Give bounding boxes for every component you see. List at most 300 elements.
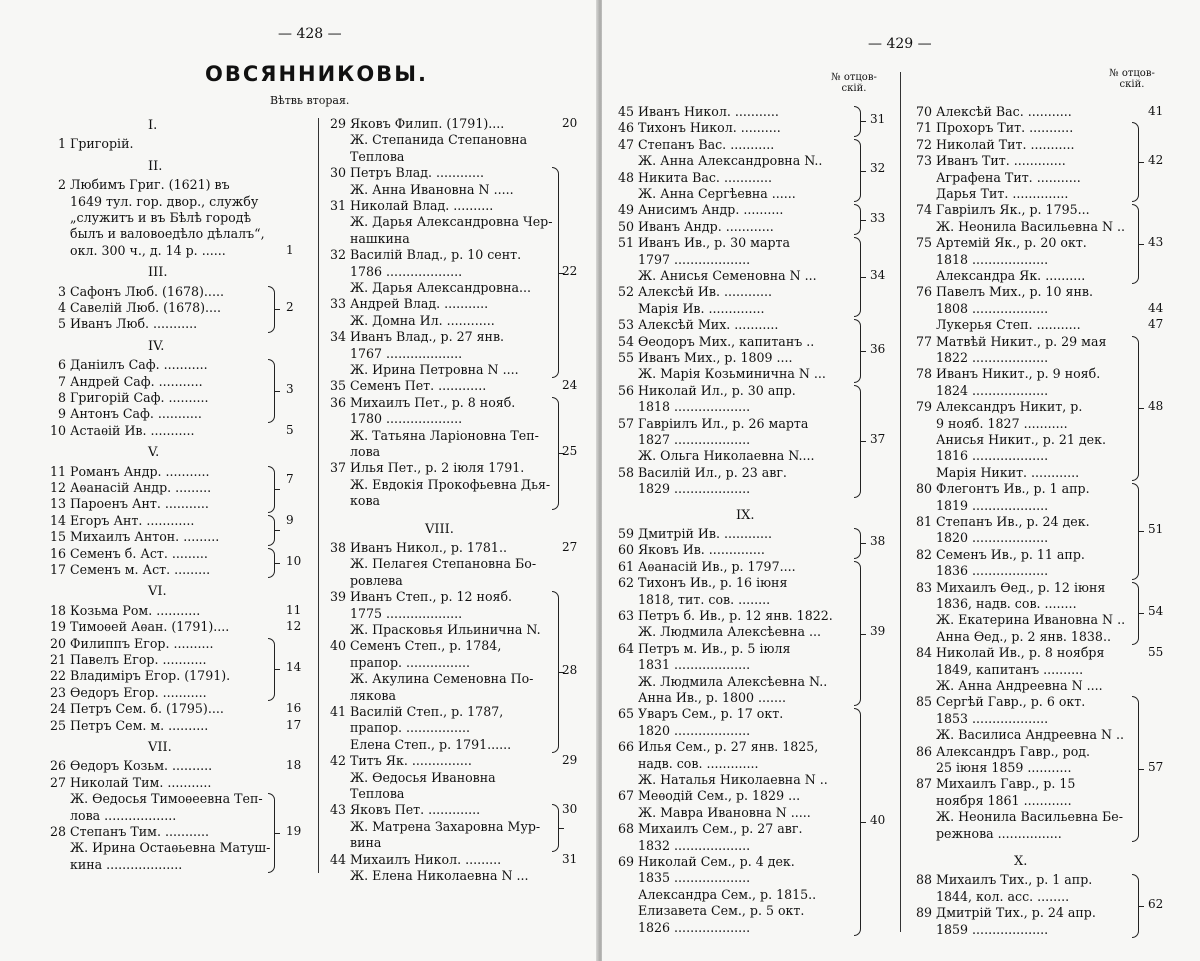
entry-text: Сергѣй Гавр., р. 6 окт. xyxy=(936,694,1086,710)
entry-number: 7 xyxy=(57,373,66,389)
genealogy-line xyxy=(49,684,207,701)
entry-number: 78 xyxy=(915,366,932,382)
entry-text: Пароенъ Ант. ........... xyxy=(70,496,209,512)
entry-text: Аѳанасій Ив., р. 1797.... xyxy=(638,558,796,574)
entry-number: 33 xyxy=(329,296,346,312)
genealogy-line xyxy=(936,170,1081,186)
genealogy-line xyxy=(915,514,1090,530)
grouping-brace xyxy=(854,319,861,383)
father-number: 47 xyxy=(1148,317,1164,332)
genealogy-line xyxy=(915,776,1076,792)
grouping-brace xyxy=(552,167,559,378)
genealogy-line xyxy=(936,711,1048,727)
genealogy-line xyxy=(617,382,796,399)
entry-number: 58 xyxy=(617,464,634,480)
entry-number: 24 xyxy=(49,701,66,717)
father-number: 51 xyxy=(1148,522,1164,537)
genealogy-line xyxy=(936,922,1048,938)
genealogy-line xyxy=(350,786,404,802)
entry-number: 72 xyxy=(915,136,932,152)
genealogy-line xyxy=(70,243,226,259)
genealogy-line xyxy=(936,448,1048,464)
genealogy-line xyxy=(57,136,134,152)
entry-text: Любимъ Григ. (1621) въ xyxy=(70,177,230,193)
entry-text: Петръ м. Ив., р. 5 іюля xyxy=(638,640,791,656)
entry-text: Илья Пет., р. 2 іюля 1791. xyxy=(350,460,525,476)
genealogy-line xyxy=(57,406,202,422)
genealogy-line xyxy=(49,758,213,774)
entry-text: 1786 ................... xyxy=(350,263,463,279)
grouping-brace xyxy=(1132,483,1139,579)
entry-text: Ж. Неонила Васильевна N .. xyxy=(936,218,1126,234)
genealogy-line xyxy=(638,268,817,284)
entry-text: Ж. Екатерина Ивановна N .. xyxy=(936,612,1126,628)
genealogy-line xyxy=(638,624,821,640)
entry-text: Андрей Саф. ........... xyxy=(70,373,203,389)
entry-text: Ж. Домна Ил. ............ xyxy=(350,312,495,328)
entry-text: Петръ б. Ив., р. 12 янв. 1822. xyxy=(638,608,833,623)
entry-text: Ж. Анна Ивановна N ..... xyxy=(350,181,514,197)
father-number: 2 xyxy=(286,300,294,314)
entry-text: Ж. Елена Николаевна N ... xyxy=(350,868,529,883)
entry-number: 87 xyxy=(915,776,932,792)
entry-text: Ж. Людмила Алексѣевна N.. xyxy=(638,673,828,689)
genealogy-line xyxy=(638,448,814,464)
entry-text: Степанъ Ив., р. 24 дек. xyxy=(936,514,1090,529)
genealogy-line xyxy=(617,558,796,575)
grouping-brace xyxy=(854,237,861,317)
column-rule xyxy=(900,72,901,932)
entry-text: кина ................... xyxy=(70,856,183,872)
entry-text: Прохоръ Тит. ........... xyxy=(936,120,1074,136)
entry-text: Ж. Матрена Захаровна Мур- xyxy=(350,818,541,834)
section-numeral: I. xyxy=(148,118,158,133)
entry-text: 1780 ................... xyxy=(350,411,463,427)
genealogy-line xyxy=(915,905,1096,921)
entry-text: 1859 ................... xyxy=(936,921,1049,937)
genealogy-line xyxy=(936,889,1069,905)
entry-text: Николай Тит. ........... xyxy=(936,136,1075,152)
entry-number: 12 xyxy=(49,480,66,495)
genealogy-line xyxy=(617,640,791,657)
father-number: 29 xyxy=(562,753,578,768)
genealogy-line xyxy=(617,218,774,235)
genealogy-line xyxy=(915,645,1105,661)
father-number: 44 xyxy=(1148,300,1164,315)
genealogy-line xyxy=(617,542,765,558)
genealogy-line xyxy=(936,465,1079,481)
entry-text: Семенъ Пет. ............ xyxy=(350,378,487,394)
grouping-brace xyxy=(854,204,861,235)
genealogy-line xyxy=(57,390,209,406)
section-numeral: VI. xyxy=(148,584,167,600)
grouping-brace xyxy=(552,397,559,510)
entry-text: Василій Степ., р. 1787, xyxy=(350,704,504,719)
genealogy-line xyxy=(350,573,403,589)
genealogy-line xyxy=(936,219,1125,235)
genealogy-line xyxy=(638,903,804,919)
genealogy-line xyxy=(915,694,1086,710)
father-number: 17 xyxy=(286,717,302,732)
entry-number: 18 xyxy=(49,602,66,618)
entry-text: Михаилъ Тих., р. 1 апр. xyxy=(936,872,1093,888)
entry-text: Семенъ Степ., р. 1784, xyxy=(350,638,502,654)
genealogy-line xyxy=(49,701,224,717)
entry-number: 84 xyxy=(915,645,932,661)
father-number: 32 xyxy=(870,161,886,176)
father-number: 19 xyxy=(286,824,302,838)
entry-text: Уваръ Сем., р. 17 окт. xyxy=(638,706,784,722)
grouping-brace xyxy=(854,528,861,559)
grouping-brace xyxy=(854,708,861,936)
entry-number: 49 xyxy=(617,202,634,218)
entry-text: кова xyxy=(350,493,381,509)
entry-text: 1827 ................... xyxy=(638,432,751,447)
entry-number: 60 xyxy=(617,542,634,558)
genealogy-line xyxy=(936,301,1048,317)
entry-number: 51 xyxy=(617,235,634,251)
entry-text: 1849, капитанъ .......... xyxy=(936,661,1084,677)
entry-number: 65 xyxy=(617,706,634,722)
genealogy-line xyxy=(329,116,505,132)
entry-text: Александра Сем., р. 1815.. xyxy=(638,886,817,902)
entry-text: Никита Вас. ............ xyxy=(638,169,772,185)
column-rule xyxy=(318,118,319,873)
entry-text: Александръ Никит, р. xyxy=(936,399,1083,415)
entry-text: Ж. Ольга Николаевна N.... xyxy=(638,448,815,464)
genealogy-line xyxy=(350,149,404,165)
genealogy-line xyxy=(915,366,1101,382)
entry-number: 6 xyxy=(57,357,66,373)
entry-text: Козьма Ром. ........... xyxy=(70,602,201,618)
entry-text: Григорій. xyxy=(70,136,134,152)
genealogy-line xyxy=(617,317,779,333)
genealogy-line xyxy=(936,530,1048,546)
entry-number: 83 xyxy=(915,579,932,595)
entry-text: 1844, кол. асс. ........ xyxy=(936,888,1070,904)
entry-number: 81 xyxy=(915,514,932,529)
genealogy-line xyxy=(638,186,796,202)
entry-text: Савелій Люб. (1678).... xyxy=(70,300,222,315)
entry-text: Тихонъ Никол. .......... xyxy=(638,120,781,136)
genealogy-line xyxy=(638,366,826,382)
entry-text: прапор. ................ xyxy=(350,720,471,736)
entry-text: Ж. Степанида Степановна xyxy=(350,132,528,148)
father-number: 40 xyxy=(870,813,886,827)
entry-number: 48 xyxy=(617,169,634,185)
genealogy-line xyxy=(329,460,525,476)
genealogy-line xyxy=(329,329,505,345)
genealogy-line xyxy=(329,378,487,394)
entry-text: Гавріилъ Як., р. 1795... xyxy=(936,202,1090,218)
genealogy-line xyxy=(49,422,195,439)
entry-text: Ѳеодоръ Мих., капитанъ .. xyxy=(638,333,815,349)
entry-text: Дмитрій Ив. ............ xyxy=(638,526,772,541)
entry-text: Степанъ Тим. ........... xyxy=(70,824,209,839)
entry-text: Титъ Як. ............... xyxy=(350,753,472,769)
entry-text: Ж. Анисья Семеновна N ... xyxy=(638,268,817,283)
genealogy-line xyxy=(350,493,380,509)
entry-text: Семенъ м. Аст. ......... xyxy=(70,562,211,577)
entry-text: Антонъ Саф. ........... xyxy=(70,406,202,422)
entry-number: 28 xyxy=(49,824,66,839)
entry-text: Сафонъ Люб. (1678)..... xyxy=(70,283,224,299)
genealogy-line xyxy=(936,498,1048,514)
father-number: 37 xyxy=(870,432,886,446)
entry-number: 89 xyxy=(915,905,932,921)
entry-text: Ж. Акулина Семеновна По- xyxy=(350,671,534,687)
genealogy-line xyxy=(617,136,775,153)
entry-text: Ж. Ирина Остаѳьевна Матуш- xyxy=(70,840,271,856)
entry-text: Ѳедоръ Егор. ........... xyxy=(70,684,207,700)
entry-text: Ж. Дарья Александровна Чер- xyxy=(350,214,553,230)
father-number: 14 xyxy=(286,660,302,675)
entry-number: 56 xyxy=(617,382,634,398)
genealogy-line xyxy=(915,120,1074,136)
entry-text: Теплова xyxy=(350,786,405,801)
entry-text: Яковъ Ив. .............. xyxy=(638,542,765,558)
entry-text: Ж. Евдокія Прокофьевна Дья- xyxy=(350,476,551,492)
father-number: 31 xyxy=(562,851,578,866)
entry-number: 67 xyxy=(617,788,634,804)
entry-number: 45 xyxy=(617,104,634,119)
entry-text: Василій Влад., р. 10 сент. xyxy=(350,247,522,263)
genealogy-line xyxy=(350,264,462,280)
entry-text: Матвѣй Никит., р. 29 мая xyxy=(936,333,1107,349)
genealogy-line xyxy=(638,301,765,317)
section-numeral: III. xyxy=(148,265,168,281)
genealogy-line xyxy=(936,809,1123,825)
entry-text: Аѳанасій Андр. ......... xyxy=(70,480,212,495)
entry-text: окл. 300 ч., д. 14 р. ...... xyxy=(70,242,226,258)
genealogy-line xyxy=(915,743,1091,760)
genealogy-line xyxy=(936,416,1068,432)
grouping-brace xyxy=(1132,696,1139,842)
genealogy-line xyxy=(70,857,182,873)
genealogy-line xyxy=(329,296,489,312)
genealogy-line xyxy=(329,394,516,411)
genealogy-line xyxy=(617,104,779,120)
father-number: 28 xyxy=(562,663,578,677)
father-number-header: № отцов- скій. xyxy=(831,72,877,94)
right-page xyxy=(602,0,1200,961)
entry-number: 13 xyxy=(49,496,66,512)
genealogy-line xyxy=(329,802,481,818)
genealogy-line xyxy=(638,674,827,690)
entry-text: Петръ Влад. ............ xyxy=(350,165,485,181)
father-number: 42 xyxy=(1148,153,1164,168)
genealogy-line xyxy=(329,851,502,868)
father-number: 12 xyxy=(286,619,302,634)
entry-text: 1831 ................... xyxy=(638,657,751,673)
entry-number: 40 xyxy=(329,638,346,654)
entry-number: 88 xyxy=(915,872,932,888)
entry-number: 74 xyxy=(915,202,932,218)
entry-text: надв. сов. ............. xyxy=(638,755,759,771)
entry-text: 1819 ................... xyxy=(936,497,1049,513)
entry-number: 50 xyxy=(617,218,634,234)
genealogy-line xyxy=(49,463,210,480)
genealogy-line xyxy=(617,284,773,300)
entry-text: Ж. Прасковья Ильинична N. xyxy=(350,622,541,637)
genealogy-line xyxy=(350,819,540,835)
genealogy-line xyxy=(617,821,803,837)
entry-text: 1829 ................... xyxy=(638,481,751,497)
genealogy-line xyxy=(49,619,230,635)
genealogy-line xyxy=(638,870,750,886)
genealogy-line xyxy=(936,432,1106,448)
father-number-header: № отцов- скій. xyxy=(1109,68,1155,90)
genealogy-line xyxy=(617,169,772,186)
entry-number: 80 xyxy=(915,481,932,497)
genealogy-line xyxy=(350,606,462,622)
grouping-brace xyxy=(268,466,275,513)
father-number: 54 xyxy=(1148,604,1164,619)
entry-text: Ж. Наталья Николаевна N .. xyxy=(638,772,828,787)
father-number: 33 xyxy=(870,210,886,225)
entry-text: 1826 ................... xyxy=(638,919,751,935)
entry-text: лова .................. xyxy=(70,807,177,823)
genealogy-line xyxy=(617,202,784,218)
entry-number: 35 xyxy=(329,378,346,394)
entry-text: Петръ Сем. м. .......... xyxy=(70,717,209,733)
genealogy-line xyxy=(350,477,550,493)
genealogy-line xyxy=(915,333,1107,350)
father-number: 9 xyxy=(286,512,294,527)
grouping-brace xyxy=(552,804,559,851)
entry-number: 38 xyxy=(329,540,346,555)
entry-text: Михаилъ Пет., р. 8 нояб. xyxy=(350,394,516,410)
entry-text: 1820 ................... xyxy=(936,530,1049,546)
entry-text: Иванъ Никит., р. 9 нояб. xyxy=(936,366,1101,382)
grouping-brace xyxy=(268,359,275,423)
entry-text: Семенъ Ив., р. 11 апр. xyxy=(936,546,1085,562)
genealogy-line xyxy=(638,723,750,739)
father-number: 57 xyxy=(1148,760,1164,774)
entry-text: 25 іюня 1859 ........... xyxy=(936,760,1072,775)
entry-text: ровлева xyxy=(350,572,403,588)
father-number: 38 xyxy=(870,534,886,549)
father-number: 7 xyxy=(286,471,294,486)
entry-text: Андрей Влад. ........... xyxy=(350,296,489,312)
father-number: 31 xyxy=(870,112,886,127)
section-numeral: VIII. xyxy=(425,521,454,537)
entry-text: 1816 ................... xyxy=(936,448,1049,464)
entry-text: Анна Ив., р. 1800 ....... xyxy=(638,690,787,705)
entry-number: 42 xyxy=(329,753,346,769)
genealogy-line xyxy=(638,805,811,821)
genealogy-line xyxy=(617,415,809,432)
entry-text: Дмитрій Тих., р. 24 апр. xyxy=(936,905,1096,921)
genealogy-line xyxy=(638,920,750,936)
entry-text: Иванъ Никол. ........... xyxy=(638,104,779,119)
entry-number: 59 xyxy=(617,526,634,541)
entry-text: Владиміръ Егор. (1791). xyxy=(70,668,231,684)
section-numeral: V. xyxy=(148,445,160,461)
genealogy-line xyxy=(70,194,258,210)
entry-text: Иванъ Тит. ............. xyxy=(936,153,1066,169)
genealogy-line xyxy=(936,596,1077,612)
entry-number: 34 xyxy=(329,329,346,345)
entry-text: Лукерья Степ. ........... xyxy=(936,317,1081,333)
page-number: — 429 — xyxy=(868,36,932,52)
genealogy-line xyxy=(617,120,781,136)
entry-text: Степанъ Вас. ........... xyxy=(638,136,775,152)
genealogy-line xyxy=(350,132,527,148)
entry-number: 70 xyxy=(915,104,932,119)
entry-text: Ж. Дарья Александровна... xyxy=(350,280,531,295)
entry-text: Артемій Як., р. 20 окт. xyxy=(936,235,1087,251)
genealogy-line xyxy=(915,235,1087,251)
genealogy-line xyxy=(350,868,529,884)
entry-number: 69 xyxy=(617,854,634,869)
grouping-brace xyxy=(854,106,861,137)
genealogy-line xyxy=(936,662,1083,678)
genealogy-line xyxy=(617,739,819,755)
genealogy-line xyxy=(49,545,208,562)
genealogy-line xyxy=(49,635,214,652)
entry-text: Марія Никит. ............ xyxy=(936,464,1080,480)
entry-number: 14 xyxy=(49,512,66,528)
entry-text: Теплова xyxy=(350,148,405,164)
father-number: 24 xyxy=(562,378,578,393)
entry-text: Ж. Ирина Петровна N .... xyxy=(350,362,519,377)
entry-number: 46 xyxy=(617,120,634,136)
genealogy-line xyxy=(70,226,265,242)
genealogy-line xyxy=(329,638,502,654)
genealogy-line xyxy=(617,464,787,481)
entry-text: Флегонтъ Ив., р. 1 апр. xyxy=(936,481,1090,497)
genealogy-line xyxy=(915,872,1093,888)
entry-text: Михаилъ Никол. ......... xyxy=(350,851,502,867)
entry-text: Алексѣй Мих. ........... xyxy=(638,317,779,333)
genealogy-line xyxy=(350,737,511,753)
genealogy-line xyxy=(329,753,472,769)
grouping-brace xyxy=(854,139,861,203)
entry-text: Николай Ив., р. 8 ноября xyxy=(936,645,1105,661)
entry-text: Тихонъ Ив., р. 16 іюня xyxy=(638,575,788,591)
genealogy-line xyxy=(936,268,1085,284)
entry-number: 29 xyxy=(329,116,346,131)
grouping-brace xyxy=(854,385,861,498)
father-number: 20 xyxy=(562,116,578,130)
entry-text: 1775 ................... xyxy=(350,605,463,621)
entry-text: Егоръ Ант. ............ xyxy=(70,512,195,528)
entry-number: 20 xyxy=(49,635,66,651)
grouping-brace xyxy=(1132,122,1139,202)
entry-number: 11 xyxy=(49,463,66,479)
entry-text: Иванъ Люб. ........... xyxy=(70,316,198,332)
entry-text: 1835 ................... xyxy=(638,870,751,886)
entry-number: 3 xyxy=(57,283,66,299)
genealogy-line xyxy=(350,835,381,851)
genealogy-line xyxy=(57,316,198,332)
entry-text: 1818 ................... xyxy=(638,399,751,415)
genealogy-line xyxy=(350,770,496,786)
grouping-brace xyxy=(268,793,275,873)
entry-text: Елена Степ., р. 1791...... xyxy=(350,736,512,752)
father-number: 1 xyxy=(286,242,294,257)
entry-text: Ж. Ѳедосья Ивановна xyxy=(350,769,496,785)
entry-text: Алексѣй Ив. ............ xyxy=(638,284,773,300)
genealogy-line xyxy=(329,198,494,214)
entry-text: Николай Сем., р. 4 дек. xyxy=(638,854,795,869)
genealogy-line xyxy=(638,772,828,788)
entry-text: Ж. Неонила Васильевна Бе- xyxy=(936,809,1123,825)
entry-text: Илья Сем., р. 27 янв. 1825, xyxy=(638,739,819,755)
genealogy-line xyxy=(936,383,1048,399)
entry-text: Аграфена Тит. ........... xyxy=(936,169,1081,185)
